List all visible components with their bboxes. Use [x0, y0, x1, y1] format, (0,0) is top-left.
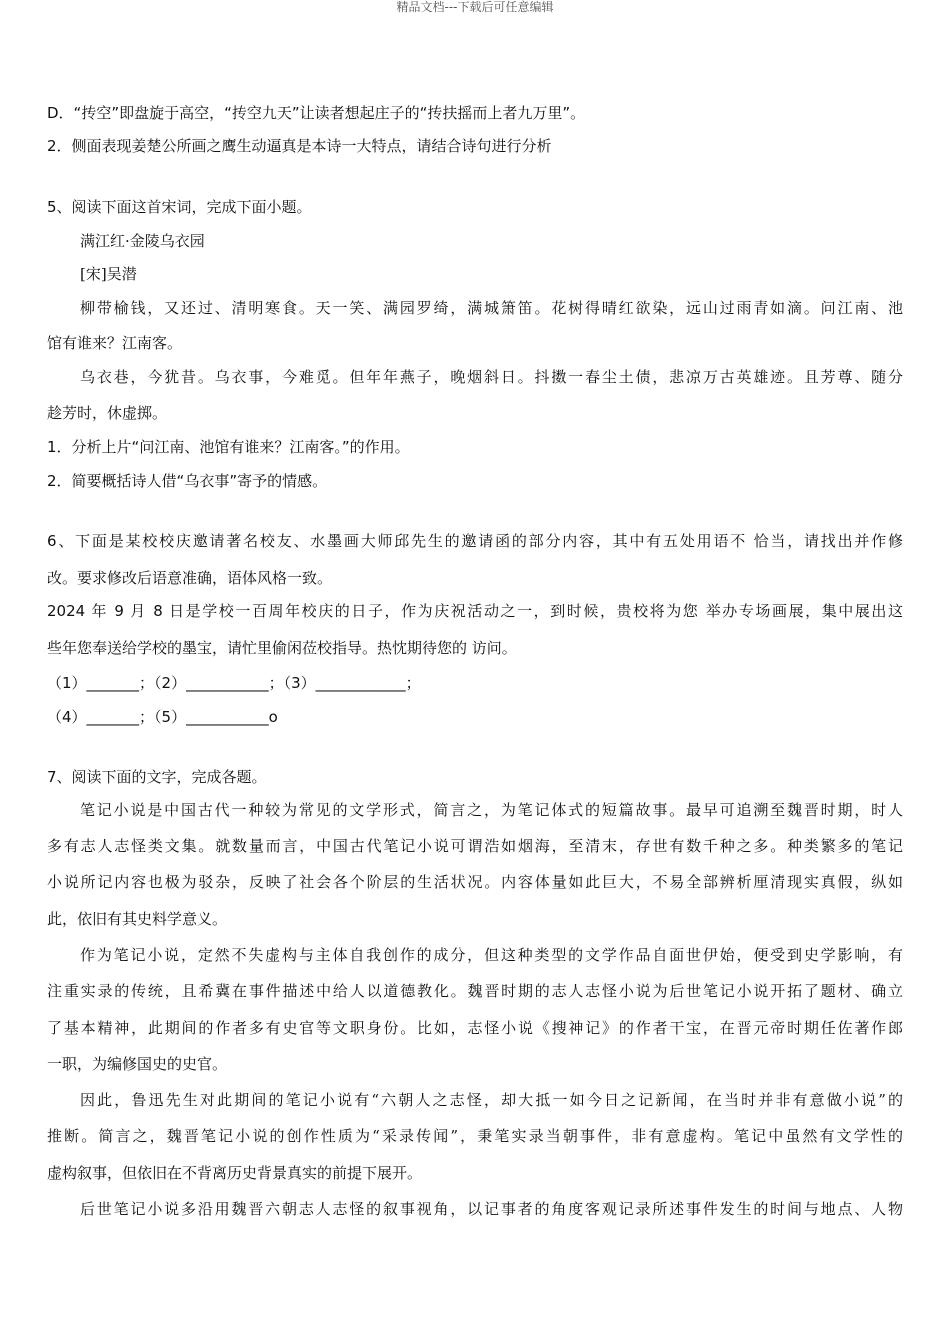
passage-line: 推断。简言之，魏晋笔记小说的创作性质为“采录传闻”，秉笔实录当朝事件，非有意虚构。笔记中虽然有文学性的	[47, 1127, 903, 1145]
passage-line: 后世笔记小说多沿用魏晋六朝志人志怪的叙事视角，以记事者的角度客观记录所述事件发生的时间与地点、人物	[80, 1200, 903, 1218]
sub-question-1: 1．分析上片“问江南、池馆有谁来？江南客。”的作用。	[47, 438, 410, 456]
question-6-heading: 6、下面是某校校庆邀请著名校友、水墨画大师邱先生的邀请函的部分内容，其中有五处用语不 恰当，请找出并作修	[47, 532, 903, 550]
invitation-text: 些年您奉送给学校的墨宝，请忙里偷闲莅校指导。热忱期待您的 访问。	[47, 639, 517, 657]
question-5-heading: 5、阅读下面这首宋词，完成下面小题。	[47, 198, 312, 216]
passage-line: 此，依旧有其史料学意义。	[47, 910, 228, 928]
passage-line: 笔记小说是中国古代一种较为常见的文学形式，简言之，为笔记体式的短篇故事。最早可追溯至魏晋时期，时人	[80, 801, 903, 819]
question-6-instruction: 改。要求修改后语意准确，语体风格一致。	[47, 569, 333, 587]
option-d: D．“抟空”即盘旋于高空，“抟空九天”让读者想起庄子的“抟扶摇而上者九万里”。	[47, 104, 586, 122]
passage-line: 多有志人志怪类文集。就数量而言，中国古代笔记小说可谓浩如烟海，至清末，存世有数千种之多。种类繁多的笔记	[47, 837, 903, 855]
passage-line: 一职，为编修国史的史官。	[47, 1055, 228, 1073]
passage-line: 因此，鲁迅先生对此期间的笔记小说有“六朝人之志怪，却大抵一如今日之记新闻，在当时并非有意做小说”的	[80, 1091, 903, 1109]
passage-line: 注重实录的传统，且希冀在事件描述中给人以道德教化。魏晋时期的志人志怪小说为后世笔记小说开拓了题材、确立	[47, 982, 903, 1000]
poem-line: 柳带榆钱，又还过、清明寒食。天一笑、满园罗绮，满城箫笛。花树得晴红欲染，远山过雨青如滴。问江南、池	[80, 299, 903, 317]
question-2: 2．侧面表现姜楚公所画之鹰生动逼真是本诗一大特点，请结合诗句进行分析	[47, 137, 552, 155]
poem-author: [宋]吴潜	[80, 265, 137, 283]
passage-line: 了基本精神，此期间的作者多有史官等文职身份。比如，志怪小说《搜神记》的作者干宝，在晋元帝时期任佐著作郎	[47, 1019, 903, 1037]
passage-line: 虚构叙事，但依旧在不背离历史背景真实的前提下展开。	[47, 1164, 423, 1182]
poem-title: 满江红·金陵乌衣园	[80, 232, 205, 250]
sub-question-2: 2．简要概括诗人借“乌衣事”寄予的情感。	[47, 472, 328, 490]
invitation-text: 2024 年 9 月 8 日是学校一百周年校庆的日子，作为庆祝活动之一，到时候，贵校将为您 举办专场画展，集中展出这	[47, 602, 903, 620]
passage-line: 作为笔记小说，定然不失虚构与主体自我创作的成分，但这种类型的文学作品自面世伊始，便受到史学影响，有	[80, 946, 903, 964]
poem-line: 趁芳时，休虚掷。	[47, 404, 168, 422]
poem-line: 馆有谁来？江南客。	[47, 334, 183, 352]
question-7-heading: 7、阅读下面的文字，完成各题。	[47, 768, 267, 786]
passage-line: 小说所记内容也极为驳杂，反映了社会各个阶层的生活状况。内容体量如此巨大，不易全部辨析厘清现实真假，纵如	[47, 873, 903, 891]
poem-line: 乌衣巷，今犹昔。乌衣事，今难觅。但年年燕子，晚烟斜日。抖擞一春尘土债，悲凉万古英雄迹。且芳尊、随分	[80, 368, 903, 386]
page-header: 精品文档---下载后可任意编辑	[396, 0, 554, 14]
answer-blanks: （4）_______；（5）___________o	[47, 708, 278, 726]
answer-blanks: （1）_______；（2）___________；（3）____________；	[47, 674, 421, 692]
